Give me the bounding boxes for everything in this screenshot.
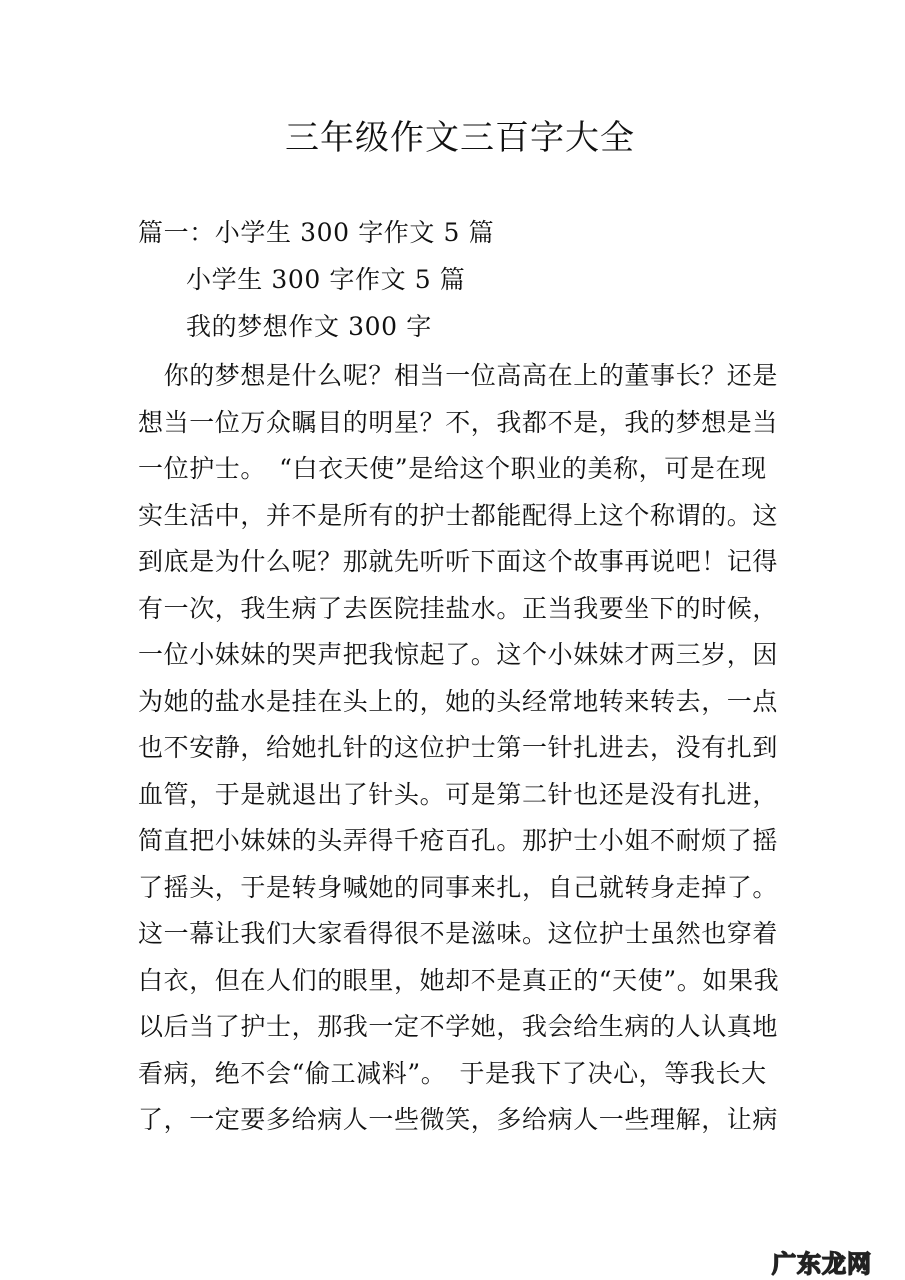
paragraph-line: 了，一定要多给病人一些微笑，多给病人一些理解，让病 (138, 1105, 779, 1134)
paragraph-line: 想当一位万众瞩目的明星？不，我都不是，我的梦想是当 (138, 407, 779, 437)
paragraph-line: 简直把小妹妹的头弄得千疮百孔。那护士小姐不耐烦了摇 (138, 826, 779, 855)
paragraph-line: 到底是为什么呢？那就先听听下面这个故事再说吧！记得 (138, 547, 779, 576)
paragraph-line: 了摇头，于是转身喊她的同事来扎，自己就转身走掉了。 (138, 872, 779, 902)
subheading: 小学生 300 字作文 5 篇 (186, 265, 466, 294)
paragraph-line: 白衣，但在人们的眼里，她却不是真正的“天使”。如果我 (138, 965, 780, 995)
paragraph-line: 以后当了护士，那我一定不学她，我会给生病的人认真地 (138, 1012, 779, 1041)
paragraph-line: 一位护士。 “白衣天使”是给这个职业的美称，可是在现 (138, 454, 767, 483)
paragraph-line: 看病，绝不会“偷工减料”。 于是我下了决心，等我长大 (138, 1058, 767, 1088)
paragraph-line: 这一幕让我们大家看得很不是滋味。这位护士虽然也穿着 (138, 919, 779, 948)
paragraph-line: 也不安静，给她扎针的这位护士第一针扎进去，没有扎到 (138, 733, 779, 762)
paragraph-line: 你的梦想是什么呢？相当一位高高在上的董事长？还是 (138, 361, 779, 390)
paragraph-line: 血管，于是就退出了针头。可是第二针也还是没有扎进， (138, 779, 779, 809)
document-title: 三年级作文三百字大全 (285, 118, 635, 158)
paragraph-line: 实生活中，并不是所有的护士都能配得上这个称谓的。这 (138, 500, 779, 530)
essay-title: 我的梦想作文 300 字 (186, 312, 432, 341)
paragraph-line: 为她的盐水是挂在头上的，她的头经常地转来转去，一点 (138, 686, 779, 716)
watermark-logo: 广东龙网 (772, 1250, 872, 1278)
section-heading: 篇一：小学生 300 字作文 5 篇 (138, 218, 495, 247)
paragraph-line: 有一次，我生病了去医院挂盐水。正当我要坐下的时候， (138, 593, 779, 623)
paragraph-line: 一位小妹妹的哭声把我惊起了。这个小妹妹才两三岁，因 (138, 640, 779, 669)
